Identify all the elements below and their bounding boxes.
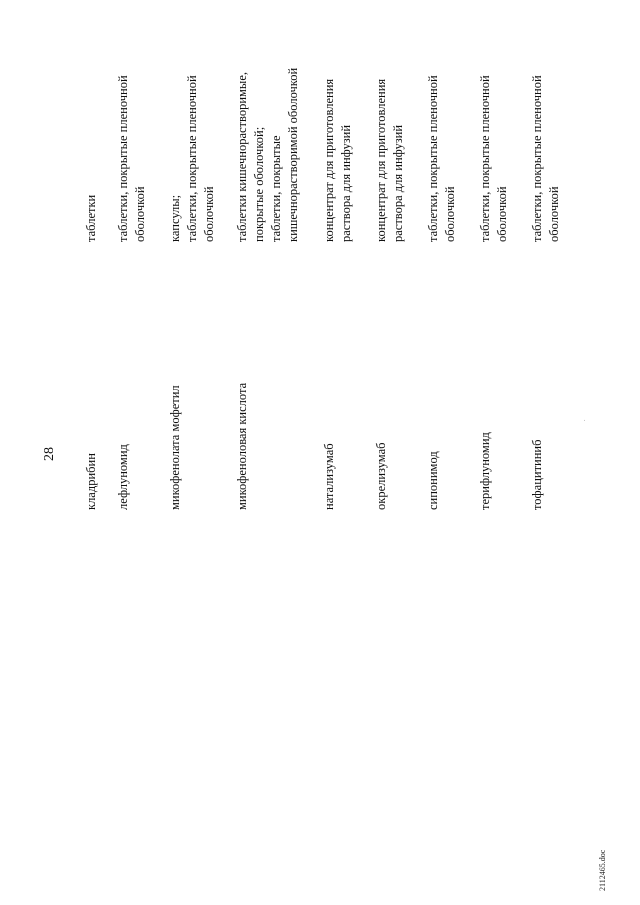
drug-name: окрелизумаб (374, 442, 388, 510)
page-number: 28 (42, 447, 57, 461)
drug-name: натализумаб (322, 443, 336, 510)
dosage-form (529, 2, 563, 242)
dosage-form-line: оболочкой (443, 186, 457, 242)
drug-name: терифлуномид (478, 432, 492, 510)
dosage-form-line: оболочкой (495, 186, 509, 242)
document-file-name: 2112465.doc (598, 849, 607, 891)
dosage-form (115, 2, 149, 242)
dosage-form-line: таблетки (84, 194, 98, 242)
dosage-form-line: таблетки кишечнорастворимые, (235, 72, 249, 242)
dosage-form-line: таблетки, покрытые пленочной (530, 75, 544, 242)
dosage-form-line: концентрат для приготовления (374, 78, 388, 242)
dosage-form-line: таблетки, покрытые пленочной (185, 75, 199, 242)
dosage-form-line: оболочкой (547, 186, 561, 242)
dosage-form-line: таблетки, покрытые пленочной (426, 75, 440, 242)
drug-name: сипонимод (426, 451, 440, 510)
dosage-form-line: покрытые оболочкой; (252, 126, 266, 242)
stray-mark: . (581, 419, 587, 421)
dosage-form-line: таблетки, покрытые пленочной (478, 75, 492, 242)
dosage-form (234, 2, 302, 242)
drug-name: тофацитиниб (530, 439, 544, 510)
dosage-form-line: оболочкой (133, 186, 147, 242)
dosage-form-line: кишечнорастворимой оболочкой (286, 67, 300, 242)
dosage-form (83, 2, 100, 242)
dosage-form-line: таблетки, покрытые пленочной (116, 75, 130, 242)
dosage-form-line: таблетки, покрытые (269, 135, 283, 242)
drug-name: микофенолата мофетил (168, 385, 182, 510)
dosage-form-line: концентрат для приготовления (322, 78, 336, 242)
drug-name: кладрибин (84, 453, 98, 510)
drug-name: лефлуномид (116, 444, 130, 510)
dosage-form (167, 2, 218, 242)
dosage-form-line: капсулы; (168, 194, 182, 242)
dosage-form (321, 2, 355, 242)
dosage-form-line: раствора для инфузий (391, 124, 405, 242)
drug-name: микофеноловая кислота (235, 382, 249, 510)
dosage-form (373, 2, 407, 242)
dosage-form-line: раствора для инфузий (339, 124, 353, 242)
dosage-form-line: оболочкой (202, 186, 216, 242)
dosage-form (425, 2, 459, 242)
dosage-form (477, 2, 511, 242)
